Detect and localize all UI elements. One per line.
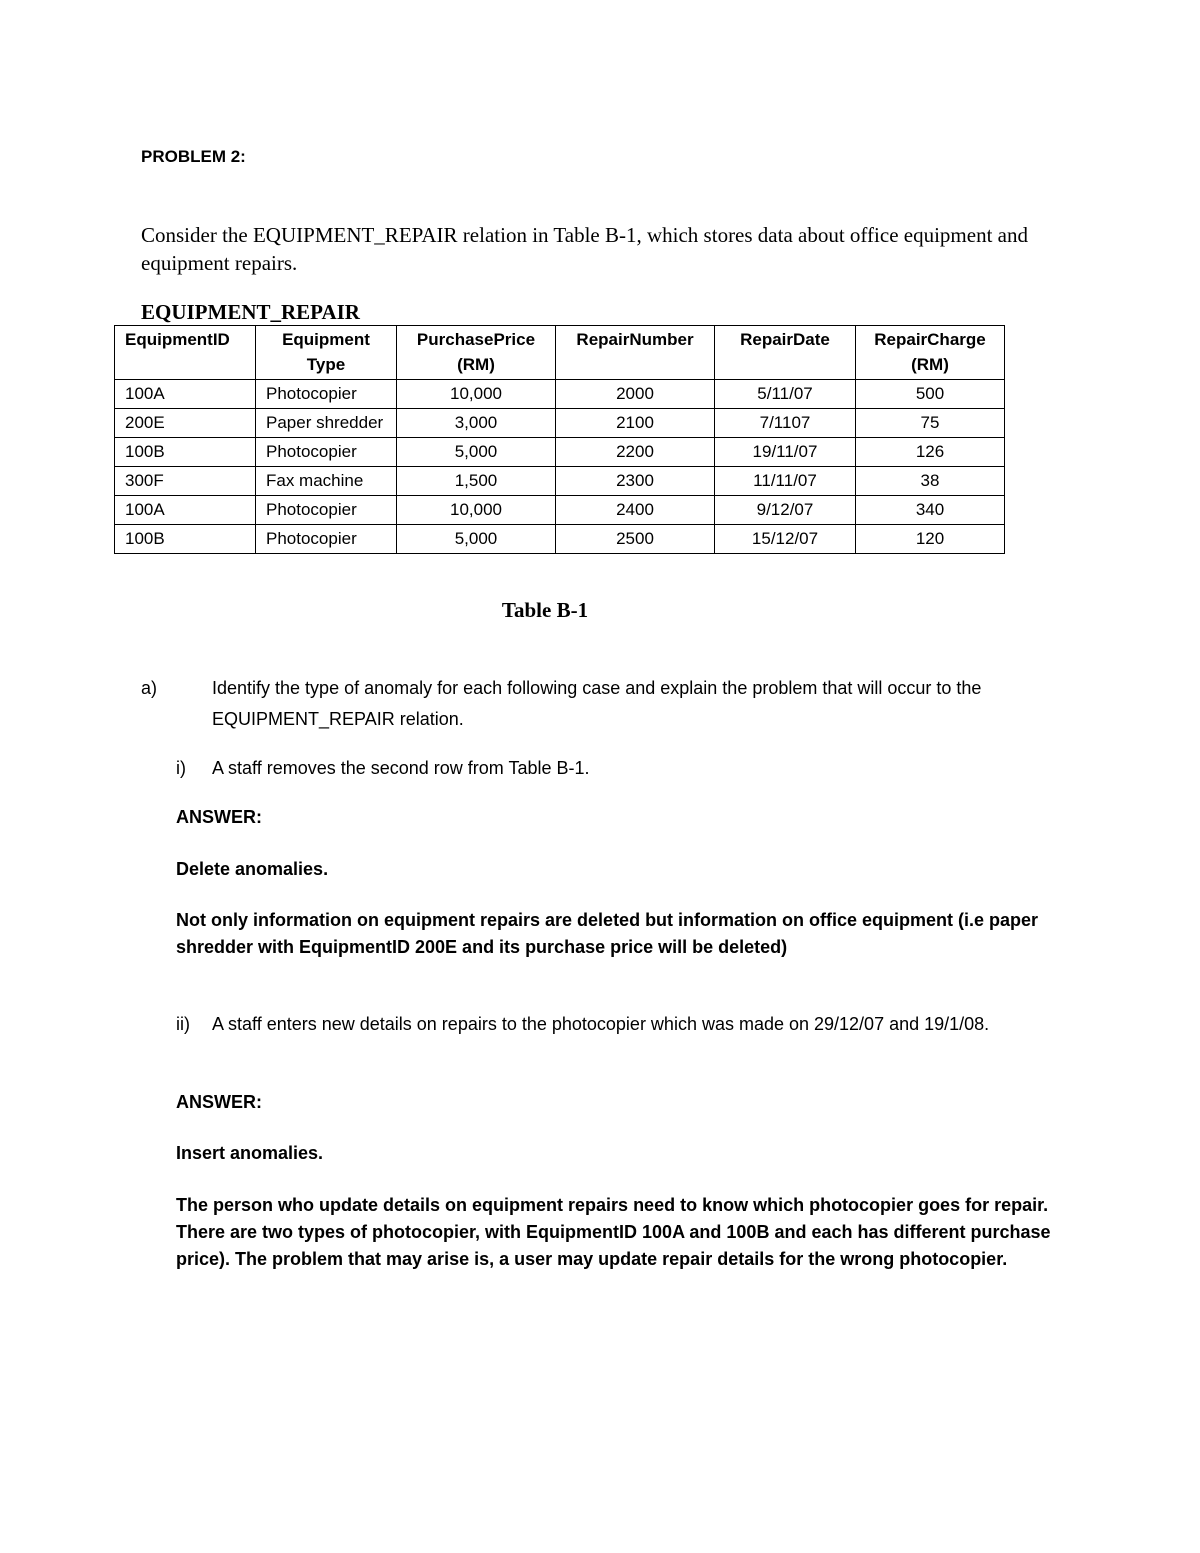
table-cell: 500 (856, 380, 1005, 409)
column-header: RepairNumber (556, 326, 715, 380)
table-cell: 126 (856, 438, 1005, 467)
table-cell: Photocopier (256, 438, 397, 467)
column-header: Equipment Type (256, 326, 397, 380)
table-row (115, 467, 1005, 496)
answer-label: ANSWER: (176, 807, 262, 827)
sub-question-i-text: A staff removes the second row from Table B-1. (212, 758, 590, 778)
table-cell: 100B (115, 525, 256, 554)
table-cell: 300F (115, 467, 256, 496)
table-cell: 100B (115, 438, 256, 467)
sub-question-ii-text: A staff enters new details on repairs to the photocopier which was made on 29/12/07 and 19/1/08. (212, 1014, 990, 1034)
table-cell: 5,000 (397, 525, 556, 554)
table-cell: Paper shredder (256, 409, 397, 438)
table-row (115, 525, 1005, 554)
table-cell: 2200 (556, 438, 715, 467)
table-cell: 2400 (556, 496, 715, 525)
table-cell: 7/1107 (715, 409, 856, 438)
relation-name: EQUIPMENT_REPAIR (141, 300, 360, 324)
intro-paragraph: Consider the EQUIPMENT_REPAIR relation in Table B-1, which stores data about office equipment and equipment repairs. (141, 223, 1028, 275)
table-cell: Photocopier (256, 525, 397, 554)
answer-explanation: The person who update details on equipment repairs need to know which photocopier goes for repair. There are two types of photocopier, with EquipmentID 100A and 100B and each has different purchase price). The problem that may arise is, a user may update repair details for the wrong photocopier. (176, 1195, 1051, 1269)
column-header: PurchasePrice (RM) (397, 326, 556, 380)
answer-anomaly-type: Delete anomalies. (176, 859, 329, 879)
table-header-row (115, 326, 1005, 380)
answer-explanation: Not only information on equipment repairs are deleted but information on office equipment (i.e paper shredder with EquipmentID 200E and its purchase price will be deleted) (176, 910, 1039, 957)
table-cell: 2100 (556, 409, 715, 438)
answer-anomaly-type: Insert anomalies. (176, 1143, 324, 1163)
table-row (115, 409, 1005, 438)
table-cell: 100A (115, 380, 256, 409)
table-cell: 15/12/07 (715, 525, 856, 554)
table-cell: 10,000 (397, 496, 556, 525)
table-cell: 19/11/07 (715, 438, 856, 467)
table-cell: 9/12/07 (715, 496, 856, 525)
column-header: RepairCharge (RM) (856, 326, 1005, 380)
column-header: RepairDate (715, 326, 856, 380)
problem-heading: PROBLEM 2: (141, 147, 246, 166)
table-cell: 120 (856, 525, 1005, 554)
answer-label: ANSWER: (176, 1092, 262, 1112)
table-cell: Photocopier (256, 380, 397, 409)
table-cell: 5,000 (397, 438, 556, 467)
table-cell: 75 (856, 409, 1005, 438)
question-a-marker: a) (141, 678, 158, 698)
question-a-text: Identify the type of anomaly for each following case and explain the problem that will occur to the EQUIPMENT_REPAIR relation. (212, 678, 982, 729)
table-cell: 3,000 (397, 409, 556, 438)
column-header: EquipmentID (115, 326, 256, 380)
table-caption: Table B-1 (501, 598, 589, 622)
table-cell: 2000 (556, 380, 715, 409)
table-cell: 2500 (556, 525, 715, 554)
equipment-repair-table (114, 325, 1005, 554)
table-cell: 200E (115, 409, 256, 438)
table-cell: 5/11/07 (715, 380, 856, 409)
table-cell: 100A (115, 496, 256, 525)
table-row (115, 380, 1005, 409)
table-cell: 10,000 (397, 380, 556, 409)
table-cell: 1,500 (397, 467, 556, 496)
table-row (115, 496, 1005, 525)
table-row (115, 438, 1005, 467)
sub-question-i-marker: i) (176, 758, 186, 778)
sub-question-ii-marker: ii) (176, 1014, 190, 1034)
table-cell: Photocopier (256, 496, 397, 525)
table-cell: 38 (856, 467, 1005, 496)
table-cell: 11/11/07 (715, 467, 856, 496)
table-cell: 2300 (556, 467, 715, 496)
table-cell: 340 (856, 496, 1005, 525)
table-cell: Fax machine (256, 467, 397, 496)
